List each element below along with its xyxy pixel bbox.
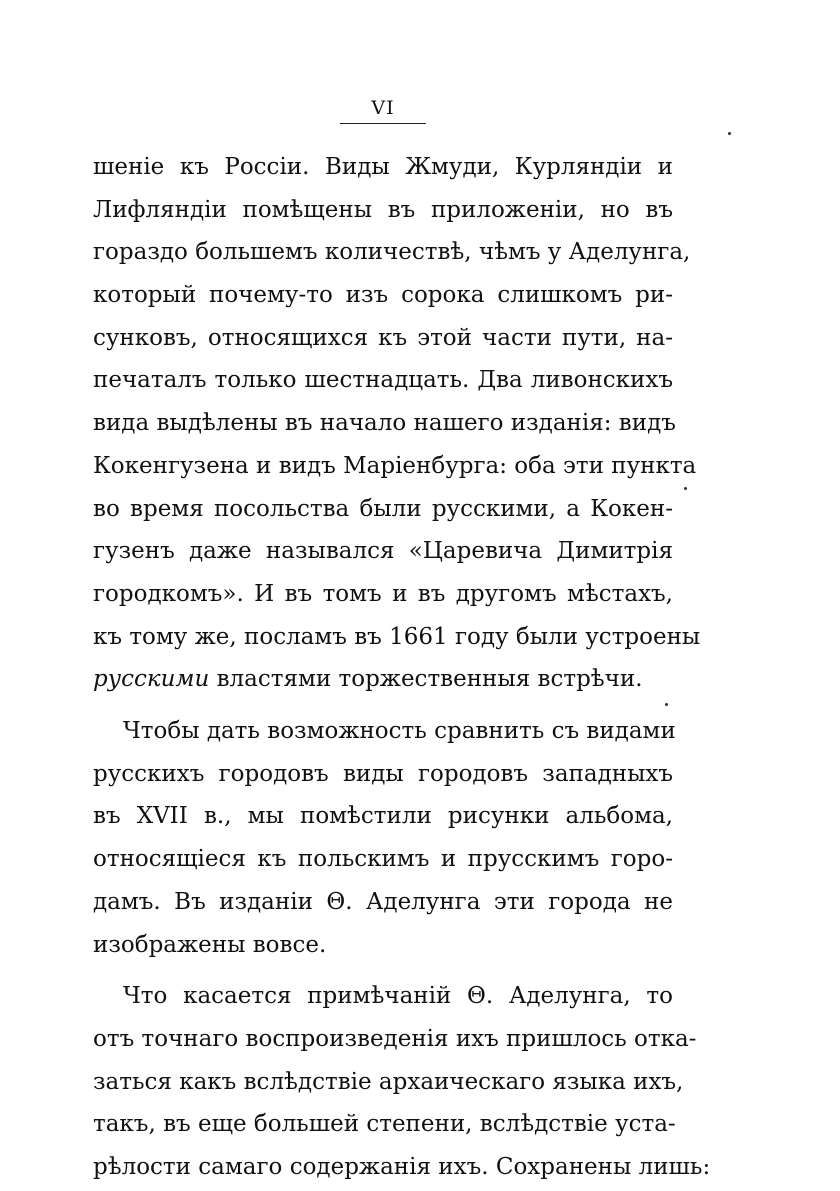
print-speck (665, 703, 668, 706)
text-line: городкомъ». И въ томъ и въ другомъ мѣстахъ, (93, 581, 673, 607)
italic-word: русскими (93, 666, 210, 692)
text-line: во время посольства были русскими, а Кокен- (93, 496, 673, 522)
text-line: печаталъ только шестнадцать. Два ливонскихъ (93, 367, 673, 393)
header-rule (340, 123, 426, 124)
text-line: вида выдѣлены въ начало нашего изданія: видъ (93, 410, 676, 436)
text-line: относящіеся къ польскимъ и прусскимъ горо- (93, 846, 673, 872)
text-line: Кокенгузена и видъ Маріенбурга: оба эти пункта (93, 453, 697, 479)
print-speck (684, 487, 687, 490)
text-line: Лифляндіи помѣщены въ приложеніи, но въ (93, 197, 673, 223)
page-number: VI (371, 97, 395, 119)
text-line: заться какъ вслѣдствіе архаическаго языка ихъ, (93, 1069, 684, 1095)
text-line: отъ точнаго воспроизведенія ихъ пришлось отка- (93, 1026, 697, 1052)
text-line: сунковъ, относящихся къ этой части пути, на- (93, 325, 673, 351)
print-speck (728, 132, 731, 135)
text-line: въ XVII в., мы помѣстили рисунки альбома, (93, 803, 673, 829)
text-line: изображены вовсе. (93, 932, 327, 958)
text-line: такъ, въ еще большей степени, вслѣдствіе уста- (93, 1111, 676, 1137)
text-line (93, 662, 673, 696)
text-line: гораздо большемъ количествѣ, чѣмъ у Аделунга, (93, 239, 691, 265)
text-line: рѣлости самаго содержанія ихъ. Сохранены лишь: (93, 1154, 711, 1180)
text-span: властями торжественныя встрѣчи. (209, 666, 643, 692)
paragraph-first-line: Что касается примѣчаній Θ. Аделунга, то (123, 983, 673, 1009)
paragraph-first-line: Чтобы дать возможность сравнить съ видами (123, 718, 676, 744)
text-line: къ тому же, посламъ въ 1661 году были устроены (93, 624, 701, 650)
text-line: русскихъ городовъ виды городовъ западныхъ (93, 761, 673, 787)
text-line: который почему-то изъ сорока слишкомъ ри- (93, 282, 673, 308)
text-line: дамъ. Въ изданіи Θ. Аделунга эти города не (93, 889, 673, 915)
text-line: шеніе къ Россіи. Виды Жмуди, Курляндіи и (93, 154, 673, 180)
text-line: гузенъ даже назывался «Царевича Димитрія (93, 538, 673, 564)
